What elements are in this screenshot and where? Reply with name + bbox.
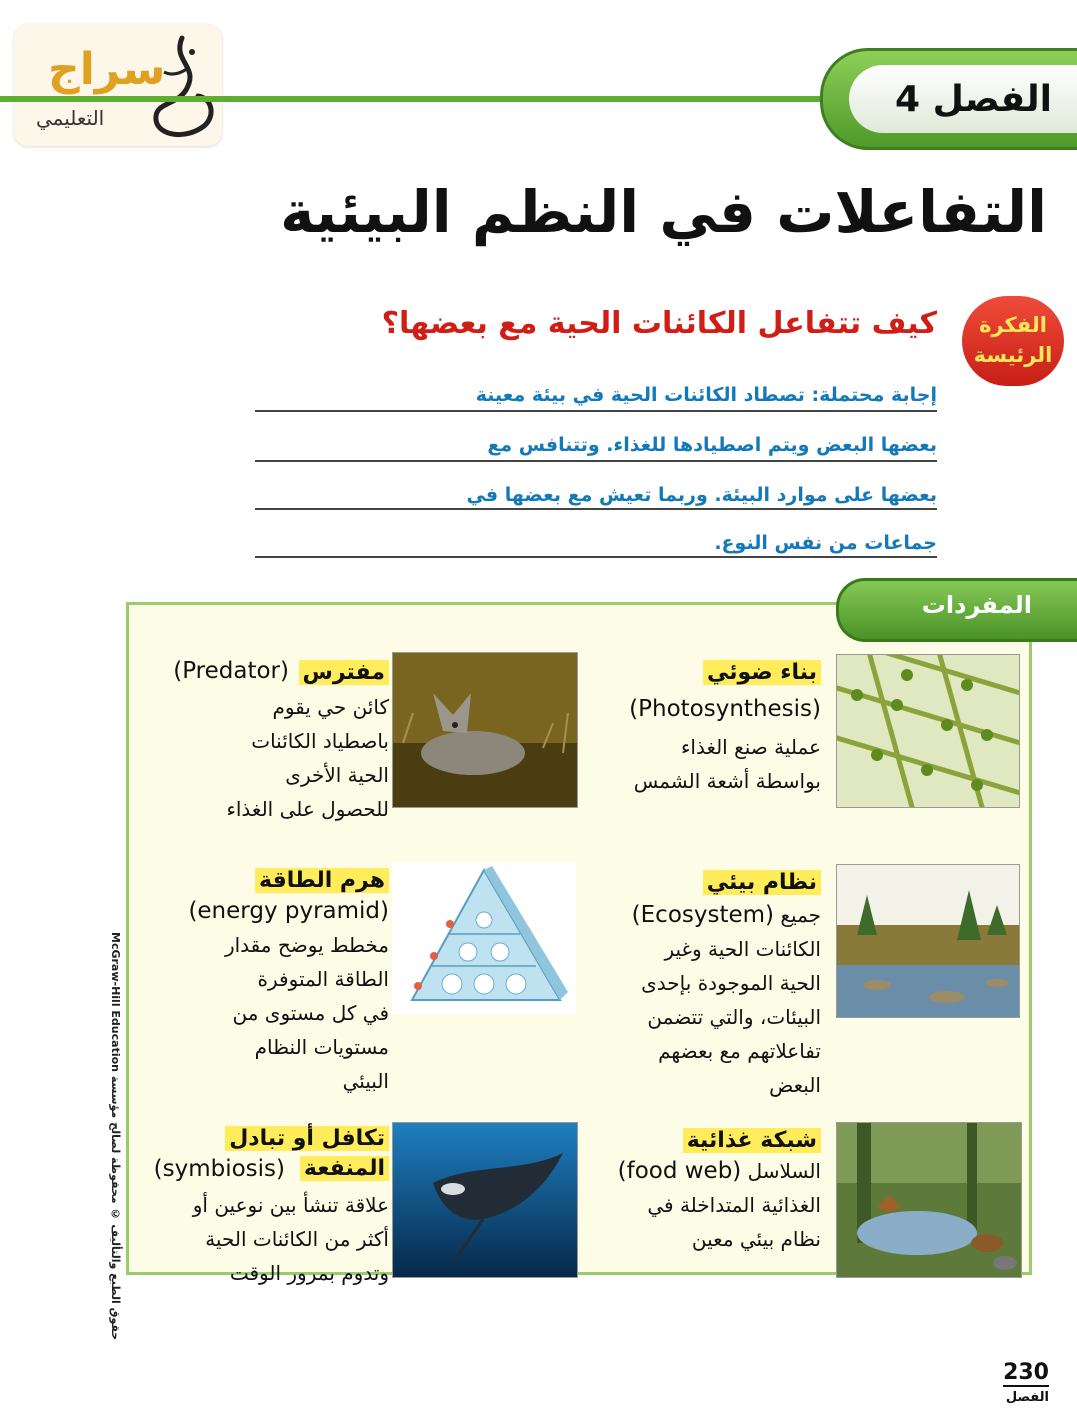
definition-line: كائن حي يقوم (272, 695, 389, 719)
chapter-rule (0, 96, 820, 102)
term-photosynthesis-title (703, 660, 821, 685)
definition-line: الغذائية المتداخلة في (647, 1193, 821, 1217)
vocabulary-label: المفردات (921, 591, 1032, 619)
term-symbiosis-title-2 (300, 1156, 389, 1181)
term-food-web-definition (618, 1154, 821, 1256)
chapter-tab (820, 48, 1077, 150)
answer-rule (255, 556, 937, 558)
chapter-label: الفصل 4 (895, 79, 1052, 120)
definition-line: الطاقة المتوفرة (257, 967, 389, 991)
definition-line: البيئات، والتي تتضمن (647, 1005, 821, 1029)
term-food-web-title (683, 1128, 821, 1153)
definition-line: بواسطة أشعة الشمس (633, 769, 821, 793)
definition-line: للحصول على الغذاء (226, 797, 389, 821)
answer-rule (255, 410, 937, 412)
term-ecosystem-title-text: نظام بيئي (703, 870, 821, 895)
logo (14, 24, 222, 146)
definition-line: أكثر من الكائنات الحية (205, 1227, 389, 1251)
answer-line-4: جماعات من نفس النوع. (714, 532, 937, 554)
answer-line-3: بعضها على موارد البيئة. وربما تعيش مع بعضها في (466, 484, 937, 506)
page-number: 230 (1003, 1360, 1049, 1385)
big-idea-badge-line2: الرئيسة (973, 343, 1053, 367)
term-ecosystem-definition (632, 898, 821, 1102)
term-predator-title (299, 660, 389, 685)
term-predator-en: (Predator) (173, 658, 289, 684)
term-photosynthesis-definition (634, 730, 821, 798)
page-title: التفاعلات في النظم البيئية (280, 178, 1047, 246)
definition-line: الحية الموجودة بإحدى (641, 971, 821, 995)
term-predator-title-text: مفترس (299, 660, 389, 685)
photosynthesis-image (836, 654, 1020, 808)
term-symbiosis-en: (symbiosis) (153, 1156, 285, 1182)
definition-line: عملية صنع الغذاء (680, 735, 821, 759)
definition-line: باصطياد الكائنات (251, 729, 389, 753)
page-label: الفصل (1005, 1390, 1049, 1405)
definition-line: نظام بيئي معين (691, 1227, 821, 1251)
energy-pyramid-image (392, 862, 576, 1014)
big-idea-badge (962, 296, 1064, 386)
ecosystem-image (836, 864, 1020, 1018)
definition-line: البيئي (342, 1069, 389, 1093)
predator-wolf-image (392, 652, 578, 808)
term-symbiosis-definition (193, 1188, 389, 1290)
logo-name: سراج (48, 44, 166, 95)
definition-line: تفاعلاتهم مع بعضهم (658, 1039, 821, 1063)
definition-line: في كل مستوى من (232, 1001, 389, 1025)
vocabulary-tab (836, 578, 1077, 642)
big-idea-question: كيف تتفاعل الكائنات الحية مع بعضها؟ (381, 306, 937, 341)
term-energy-pyramid-en: (energy pyramid) (188, 898, 389, 924)
answer-line-1: إجابة محتملة: تصطاد الكائنات الحية في بيئة معينة (475, 384, 937, 406)
big-idea-badge-line1: الفكرة (979, 313, 1047, 337)
definition-line: البعض (769, 1073, 821, 1097)
definition-line: الكائنات الحية وغير (664, 937, 821, 961)
symbiosis-manta-ray-image (392, 1122, 578, 1278)
definition-line: مستويات النظام (254, 1035, 389, 1059)
calligraphy-mark-icon (142, 32, 224, 144)
term-ecosystem-title (703, 870, 821, 895)
term-energy-pyramid-title (255, 868, 389, 893)
term-energy-pyramid-definition (225, 928, 389, 1098)
copyright-note: حقوق الطبع والتأليف © محفوظة لصالح مؤسسة McGraw-Hill Education (109, 931, 122, 1340)
term-symbiosis-title (225, 1126, 389, 1151)
definition-line: وتدوم بمرور الوقت (229, 1261, 389, 1285)
term-symbiosis-title-line2: المنفعة (300, 1156, 389, 1181)
term-symbiosis-title-line1: تكافل أو تبادل (225, 1126, 389, 1151)
answer-line-2: بعضها البعض ويتم اصطيادها للغذاء. وتتنافس مع (487, 434, 937, 456)
term-photosynthesis-en: (Photosynthesis) (629, 696, 821, 722)
logo-subtitle: التعليمي (36, 106, 105, 130)
term-energy-pyramid-title-text: هرم الطاقة (255, 868, 389, 893)
term-food-web-title-text: شبكة غذائية (683, 1128, 821, 1153)
answer-rule (255, 508, 937, 510)
term-food-web-en: (food web) (617, 1158, 742, 1184)
definition-word: جميع (780, 903, 821, 927)
food-web-image (836, 1122, 1022, 1278)
definition-word: السلاسل (747, 1159, 821, 1183)
term-photosynthesis-title-text: بناء ضوئي (703, 660, 821, 685)
definition-line: الحية الأخرى (285, 763, 389, 787)
term-predator-definition (226, 690, 389, 826)
definition-line: مخطط يوضح مقدار (224, 933, 389, 957)
answer-rule (255, 460, 937, 462)
definition-line: علاقة تنشأ بين نوعين أو (192, 1193, 389, 1217)
term-ecosystem-en: (Ecosystem) (631, 902, 775, 928)
